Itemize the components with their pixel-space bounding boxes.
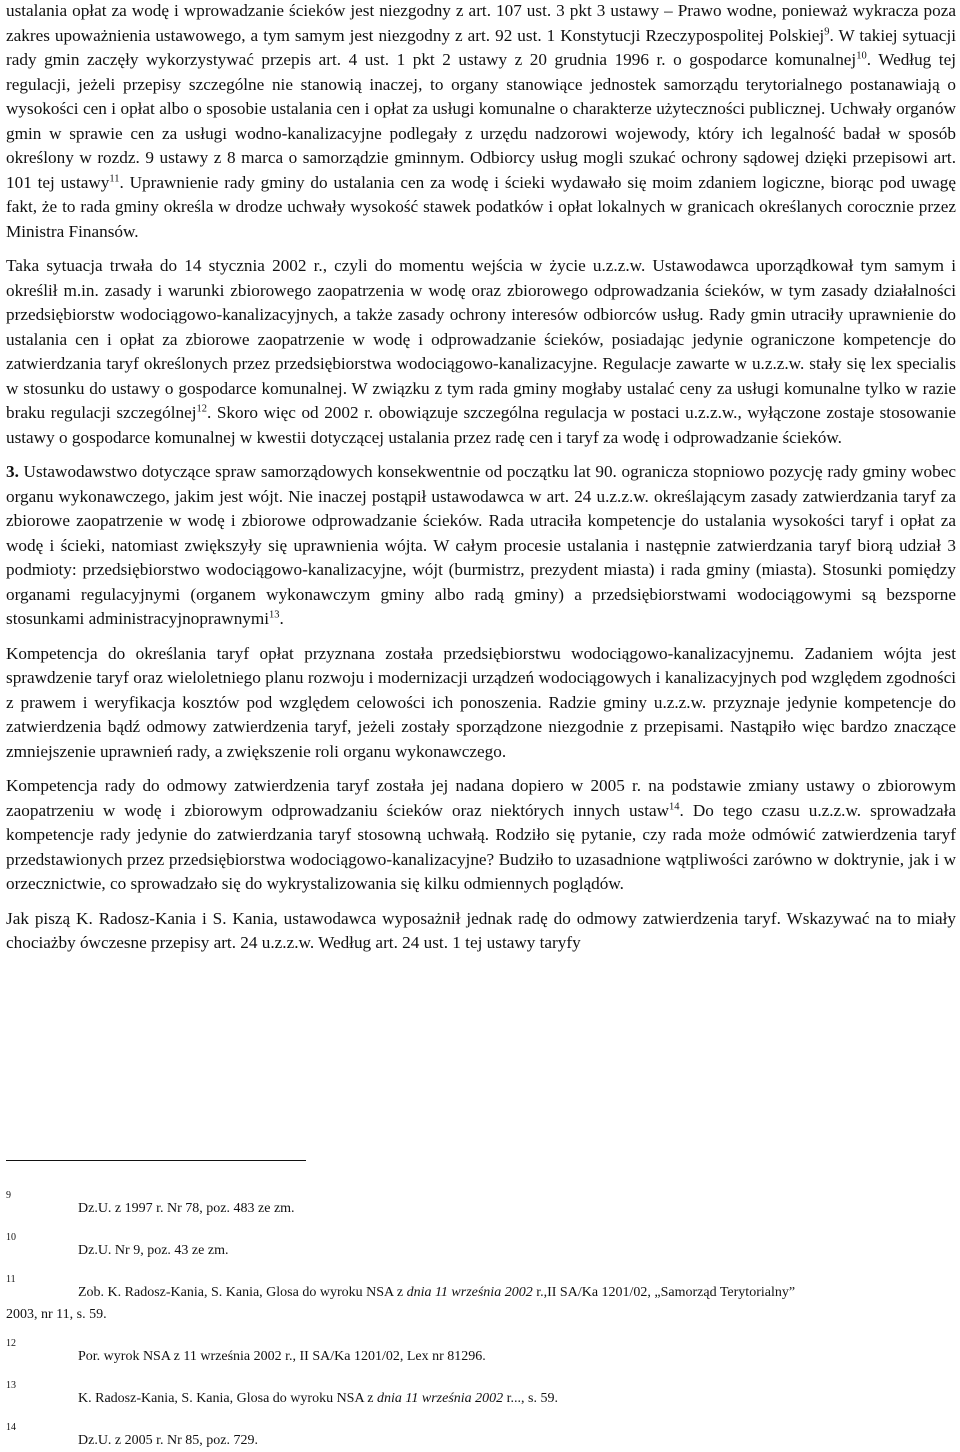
text-run: . Według tej regulacji, jeżeli przepisy szczególne nie stanowią inaczej, to organy stanowiące jednostek samorządu terytorialnego postanawiają o wysokości cen i opłat albo o sposobie ustalania cen i opłat za usługi komunalne o charakterze użyteczności publicznej. Uchwały organów gmin w sprawie cen za usługi wodno-kanalizacyjne podlegały z urzędu nadzorowi wojewody, który ich legalność badał w sposób określony w rozdz. 9 ustawy z 8 marca o samorządzie gminnym. Odbiorcy usług mogli szukać ochrony sądowej dzięki przepisowi art. 101 tej ustawy [6, 50, 956, 192]
text-run: Jak piszą K. Radosz-Kania i S. Kania, ustawodawca wyposażnił jednak radę do odmowy zatwierdzenia taryf. Wskazywać na to miały chociażby ówczesne przepisy art. 24 u.z.z.w. Według art. 24 ust. 1 tej ustawy taryfy [6, 908, 956, 952]
paragraph [6, 460, 956, 632]
paragraph [6, 642, 956, 765]
footnote-ref: 12 [196, 403, 208, 415]
footnote-ref: 11 [109, 172, 120, 184]
text-run: . [279, 609, 284, 628]
text-run: Dz.U. z 1997 r. Nr 78, poz. 483 ze zm. [78, 1201, 295, 1216]
text-run: . W takiej sytuacji rady gmin zaczęły wykorzystywać przepis art. 4 ust. 1 pkt 2 ustawy z 20 grudnia 1996 r. o gospodarce komunalnej [6, 25, 956, 69]
footnote-text [78, 1240, 956, 1262]
text-run: Kompetencja do określania taryf opłat przyznana została przedsiębiorstwu wodociągowo-kanalizacyjnemu. Zadaniem wójta jest sprawdzenie taryf oraz wieloletniego planu rozwoju i modernizacji urządzeń wodociągowych i kanalizacyjnych pod względem zgodności z prawem i weryfikacja kosztów pod względem celowości ich ponoszenia. Radzie gminy u.z.z.w. przyznaje jedynie kompetencje do zatwierdzenia bądź odmowy zatwierdzenia taryf, jeżeli zostały sporządzone niezgodnie z przepisami. Nastąpiło więc bardzo znaczące zmniejszenie uprawnień rady, a zwiększenie roli organu wykonawczego. [6, 643, 956, 761]
text-run: Por. wyrok NSA z 11 września 2002 r., II SA/Ka 1201/02, Lex nr 81296. [78, 1349, 486, 1364]
footnote-ref: 10 [856, 50, 867, 62]
document-page [6, 0, 956, 966]
footnote-text [78, 1388, 956, 1410]
text-run: Dz.U. z 2005 r. Nr 85, poz. 729. [78, 1433, 259, 1448]
italic-text: dnia 11 września 2002 [406, 1285, 533, 1300]
text-run: Zob. K. Radosz-Kania, S. Kania, Glosa do wyroku NSA z [78, 1285, 407, 1300]
footnote-number: 14 [6, 1422, 16, 1433]
italic-text: dnia 11 września 2002 [377, 1391, 504, 1406]
footnote-separator [6, 1160, 306, 1161]
paragraph [6, 774, 956, 897]
footnote-text [78, 1282, 956, 1304]
paragraph [6, 254, 956, 450]
footnote-ref: 9 [824, 25, 830, 37]
section-number: 3. [6, 462, 19, 481]
footnote-number: 10 [6, 1232, 16, 1243]
footnote-text [78, 1346, 956, 1368]
text-run: ustalania opłat za wodę i wprowadzanie ścieków jest niezgodny z art. 107 ust. 3 pkt 3 ustawy – Prawo wodne, ponieważ wykracza poza zakres upoważnienia ustawowego, a tym samym jest niezgodny z art. 92 ust. 1 Konstytucji Rzeczypospolitej Polskiej [6, 1, 956, 45]
footnote-number: 9 [6, 1190, 11, 1201]
text-run: . Do tego czasu u.z.z.w. sprowadzała kompetencje rady jedynie do zatwierdzania taryf stosowną uchwałą. Rodziło się pytanie, czy rada może odmówić zatwierdzenia taryf przedstawionych przez przedsiębiorstwa wodociągowo-kanalizacyjne? Budziło to uzasadnione wątpliwości zarówno w doktrynie, jak i w orzecznictwie, co sprowadzało się do wykrystalizowania się kilku odmiennych poglądów. [6, 800, 957, 893]
footnote-text [78, 1198, 956, 1220]
footnote-number: 13 [6, 1380, 16, 1391]
text-run: Kompetencja rady do odmowy zatwierdzenia taryf została jej nadana dopiero w 2005 r. na podstawie zmiany ustawy o zbiorowym zaopatrzeniu w wodę i zbiorowym odprowadzaniu ścieków oraz niektórych innych ustaw [6, 776, 956, 820]
paragraph [6, 0, 956, 244]
text-run: Ustawodawstwo dotyczące spraw samorządowych konsekwentnie od początku lat 90. ogranicza stopniowo pozycję rady gminy wobec organu wykonawczego, jakim jest wójt. Nie inaczej postąpił ustawodawca w art. 24 u.z.z.w. określającym zasady zatwierdzania taryf za zbiorowe zaopatrzenie w wodę i zbiorowe odprowadzanie ścieków. Rada utraciła kompetencje do ustalania wysokości taryf i opłat za wodę i ścieki, natomiast zwiększyły się uprawnienia wójta. W całym procesie ustalania i następnie zatwierdzania taryf biorą udział 3 podmioty: przedsiębiorstwo wodociągowo-kanalizacyjne, wójt (burmistrz, prezydent miasta) i rada gminy (miasta). Stosunki pomiędzy organami regulacyjnymi (organem wykonawczym gminy albo radą gminy) a przedsiębiorstwami wodociągowymi są bezsporne stosunkami administracyjnoprawnymi [6, 462, 956, 628]
footnote-ref: 13 [269, 609, 280, 621]
text-run: r..., s. 59. [503, 1391, 558, 1406]
text-run: r.,II SA/Ka 1201/02, „Samorząd Terytorialny” [532, 1285, 796, 1300]
text-run: K. Radosz-Kania, S. Kania, Glosa do wyroku NSA z [78, 1391, 378, 1406]
paragraph [6, 907, 956, 956]
body-text [6, 0, 956, 956]
footnote-ref: 14 [669, 800, 680, 812]
text-run: . Uprawnienie rady gminy do ustalania cen za wodę i ścieki wydawało się moim zdaniem logiczne, biorąc pod uwagę fakt, że to rada gminy określa w drodze uchwały wysokość stawek podatków i opłat lokalnych w granicach określanych corocznie przez Ministra Finansów. [6, 172, 956, 241]
footnote-text [78, 1430, 956, 1452]
footnote-text-continuation: 2003, nr 11, s. 59. [6, 1307, 107, 1322]
footnote-number: 11 [6, 1274, 16, 1285]
text-run: . Skoro więc od 2002 r. obowiązuje szczególna regulacja w postaci u.z.z.w., wyłączone zostaje stosowanie ustawy o gospodarce komunalnej w kwestii dotyczącej ustalania przez radę cen i taryf za wodę i odprowadzanie ścieków. [6, 403, 956, 447]
text-run: Taka sytuacja trwała do 14 stycznia 2002 r., czyli do momentu wejścia w życie u.z.z.w. Ustawodawca uporządkował tym samym i określił m.in. zasady i warunki zbiorowego zaopatrzenia w wodę oraz zbiorowego odprowadzania ścieków, w tym zasady działalności przedsiębiorstw wodociągowo-kanalizacyjnych, a także zasady ochrony interesów odbiorców usług. Rady gmin utraciły uprawnienie do ustalania cen i opłat za zbiorowe zaopatrzenie w wodę i odprowadzanie ścieków, posiadając jedynie ograniczone kompetencje do zatwierdzania taryf określonych przez przedsiębiorstwa wodociągowo-kanalizacyjne. Regulacje zawarte w u.z.z.w. stały się lex specialis w stosunku do ustawy o gospodarce komunalnej. W związku z tym rada gminy mogłaby ustalać ceny za usługi komunalne tylko w razie braku regulacji szczególnej [6, 256, 956, 422]
footnote-number: 12 [6, 1338, 16, 1349]
text-run: Dz.U. Nr 9, poz. 43 ze zm. [78, 1243, 229, 1258]
